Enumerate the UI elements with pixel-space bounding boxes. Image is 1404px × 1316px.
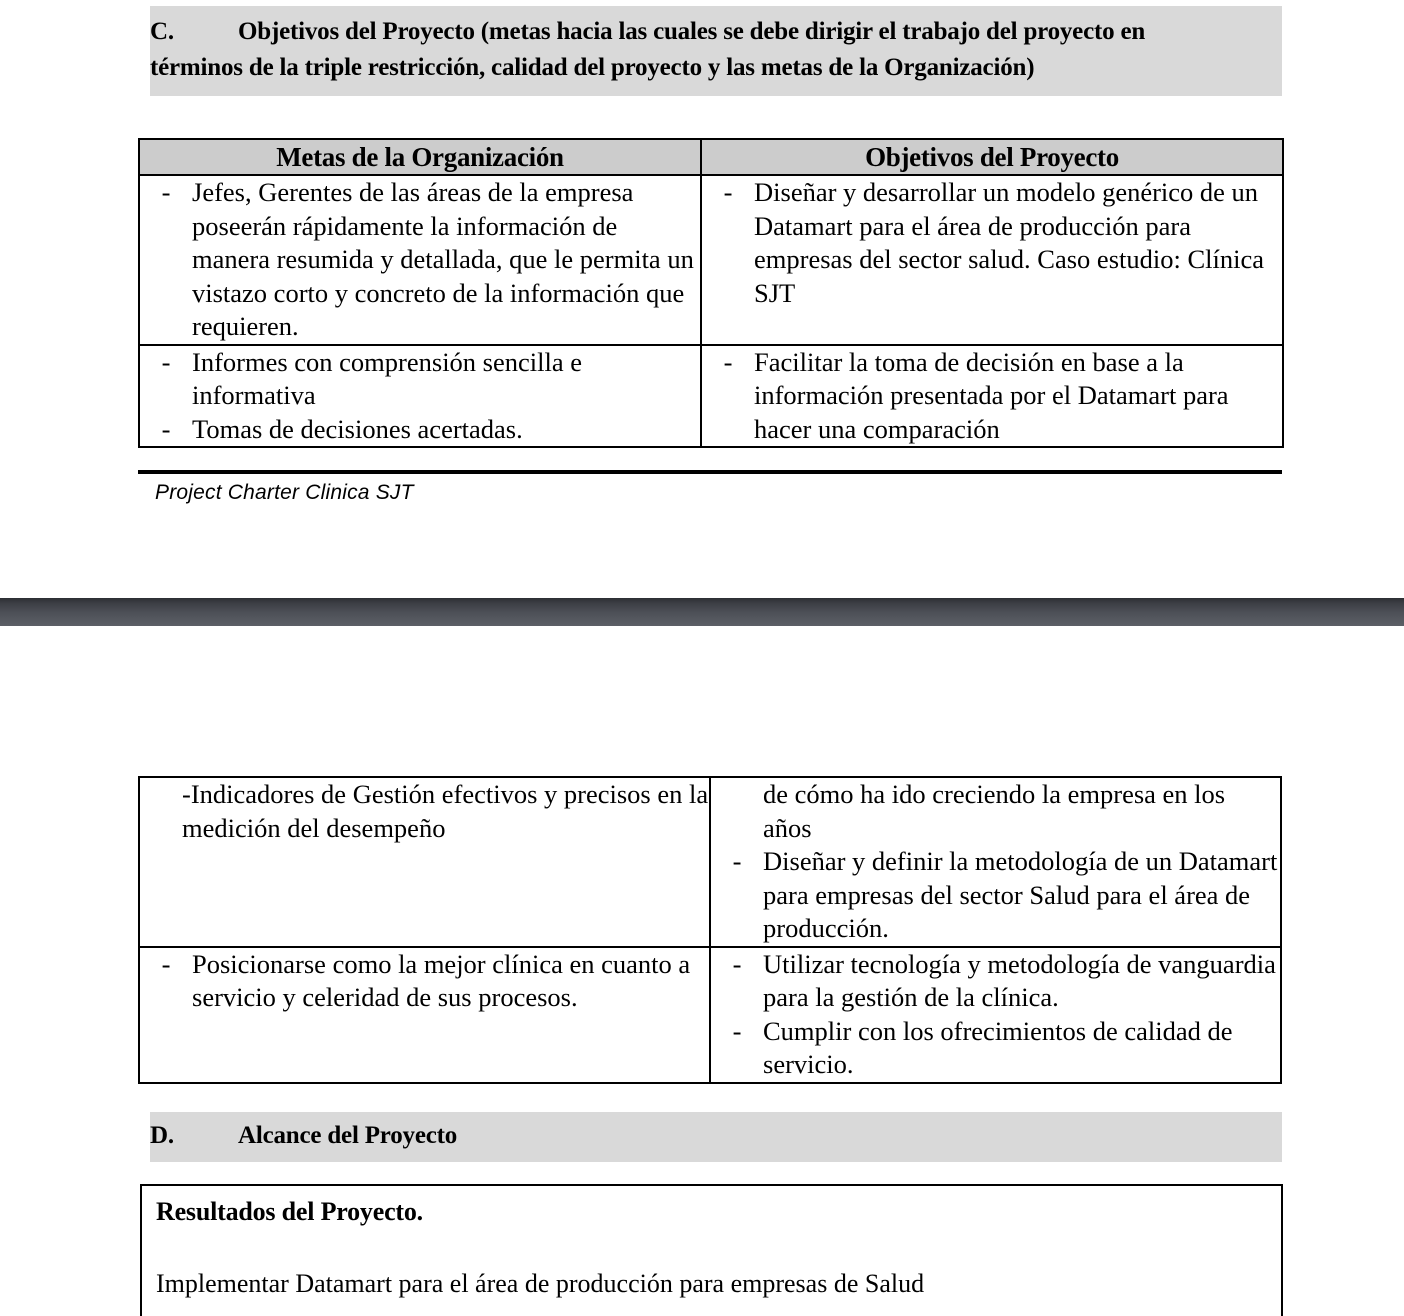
table1-header-right: Objetivos del Proyecto [701,139,1283,175]
table1-caption: Project Charter Clinica SJT [155,481,414,504]
table-row [139,777,1281,947]
list-item-text: de cómo ha ido creciendo la empresa en los años [763,779,1226,843]
table-row [139,947,1281,1083]
table2-row2-right-cell [710,947,1281,1083]
list-item [140,413,700,447]
section-title-c-line2: términos de la triple restricción, calidad del proyecto y las metas de la Organización) [150,54,1035,81]
list-item-text: Diseñar y definir la metodología de un Datamart para empresas del sector Salud para el área de producción. [763,846,1278,943]
bullet-dash: - [161,948,171,979]
bullet-dash: - [732,948,742,979]
bullet-dash: - [161,413,171,444]
table1-header-left: Metas de la Organización [139,139,701,175]
table2-row2-left-cell [139,947,710,1083]
list-item [140,778,709,845]
section-title-d: Alcance del Proyecto [238,1122,458,1149]
list-item [711,845,1280,946]
table-row [139,175,1283,345]
list-item-text: Posicionarse como la mejor clínica en cuanto a servicio y celeridad de sus procesos. [192,948,691,1012]
table-row [139,345,1283,448]
table1-bottom-rule [138,470,1282,474]
page-separator-bar [0,598,1404,626]
table1-row2-right-cell [701,345,1283,448]
list-item-text: Facilitar la toma de decisión en base a la información presentada por el Datamart para hacer una comparación [754,346,1229,444]
list-item-text: Diseñar y desarrollar un modelo genérico de un Datamart para el área de producción para empresas del sector salud. Caso estudio: Clínica SJT [754,177,1265,308]
list-item [140,176,700,344]
list-item [140,948,709,1015]
table1-row2-left-cell [139,345,701,448]
list-item-text: Tomas de decisiones acertadas. [192,413,523,444]
section-heading-c [150,6,1282,96]
results-box [140,1184,1283,1316]
list-item [711,778,1280,845]
table1-row1-left-cell [139,175,701,345]
table-header-row [139,139,1283,175]
section-letter-d: D. [150,1122,174,1149]
section-letter-c: C. [150,18,174,45]
objectives-table-1 [138,138,1284,448]
bullet-dash: - [161,346,171,377]
list-item [140,346,700,413]
results-box-body: Implementar Datamart para el área de producción para empresas de Salud [156,1269,925,1298]
table1-row1-right-cell [701,175,1283,345]
bullet-dash: - [732,1015,742,1046]
table2-row1-right-cell [710,777,1281,947]
list-item-text: Utilizar tecnología y metodología de vanguardia para la gestión de la clínica. [763,948,1276,1012]
section-heading-d [150,1112,1282,1162]
list-item-text: Cumplir con los ofrecimientos de calidad de servicio. [763,1015,1233,1079]
list-item [711,1015,1280,1082]
list-item-text: -Indicadores de Gestión efectivos y precisos en la medición del desempeño [182,779,709,843]
list-item-text: Jefes, Gerentes de las áreas de la empresa poseerán rápidamente la información de manera resumida y detallada, que le permita un vistazo corto y concreto de la información que requieren. [192,177,694,341]
list-item [702,346,1282,447]
list-item [702,176,1282,310]
objectives-table-2 [138,776,1282,1084]
table2-row1-left-cell [139,777,710,947]
bullet-dash: - [732,846,742,876]
bullet-dash: - [161,177,171,207]
bullet-dash: - [723,177,733,207]
list-item [711,948,1280,1015]
results-box-title: Resultados del Proyecto. [156,1197,423,1226]
list-item-text: Informes con comprensión sencilla e informativa [192,346,583,410]
bullet-dash: - [723,346,733,377]
section-title-c-line1: Objetivos del Proyecto (metas hacia las cuales se debe dirigir el trabajo del proyecto en [238,18,1146,45]
